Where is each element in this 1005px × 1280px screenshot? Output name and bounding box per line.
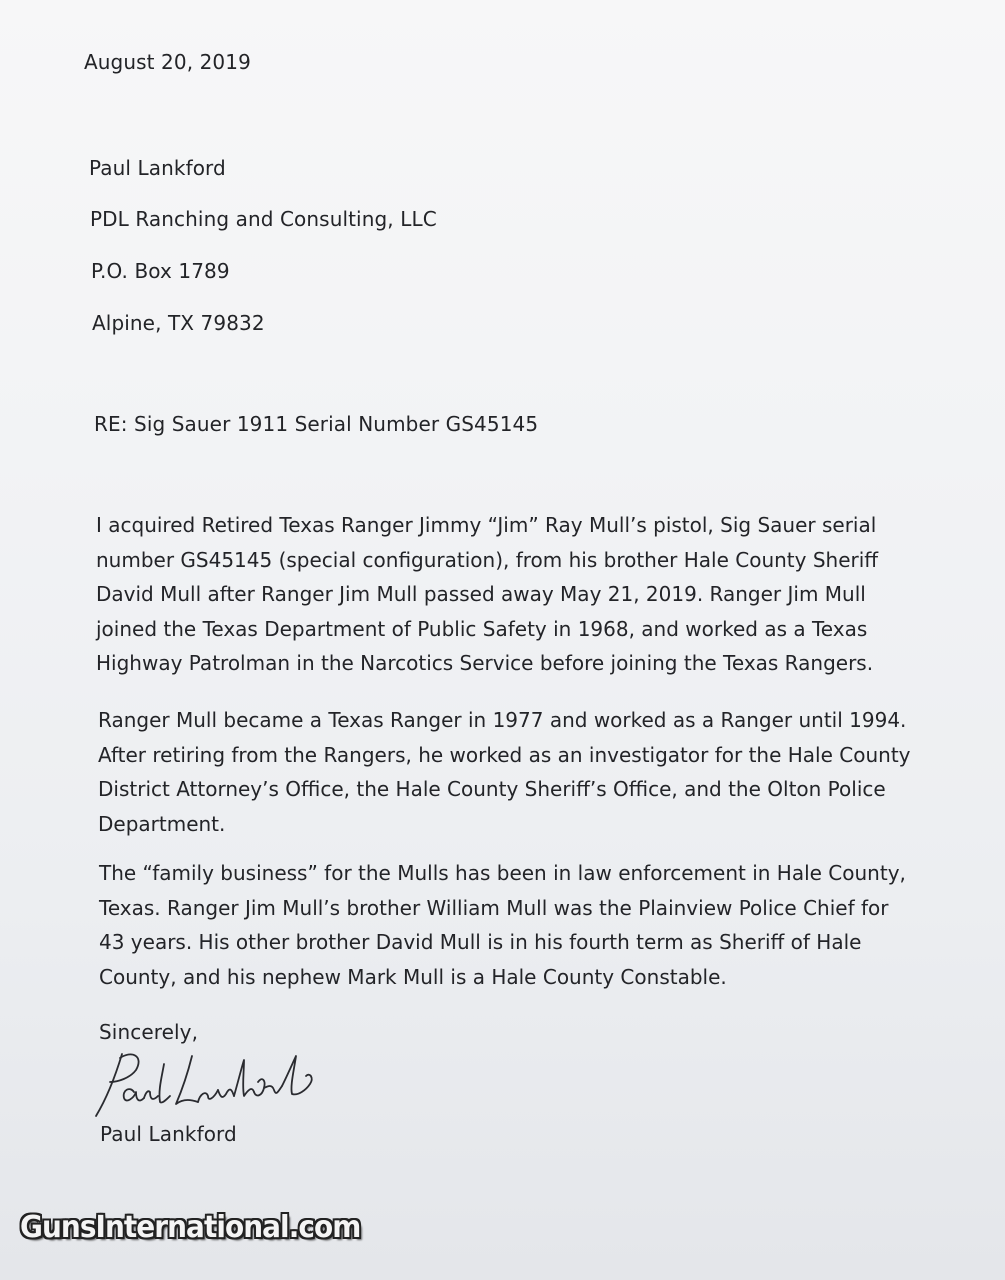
signature-name: Paul Lankford [100,1122,237,1146]
paragraph-line: Ranger Mull became a Texas Ranger in 1977 and worked as a Ranger until 1994. [98,708,907,732]
letter-date: August 20, 2019 [84,50,251,74]
body-paragraph-1 [96,508,926,681]
paragraph-line: Highway Patrolman in the Narcotics Service before joining the Texas Rangers. [96,651,874,675]
body-paragraph-3 [99,856,929,994]
recipient-po-box: P.O. Box 1789 [91,259,230,283]
handwritten-signature [92,1046,332,1121]
paragraph-line: I acquired Retired Texas Ranger Jimmy “Jim” Ray Mull’s pistol, Sig Sauer serial [96,513,877,537]
paragraph-line: After retiring from the Rangers, he worked as an investigator for the Hale County [98,742,911,767]
paragraph-line: District Attorney’s Office, the Hale County Sheriff’s Office, and the Olton Police [98,777,886,801]
body-paragraph-2 [98,703,928,841]
paragraph-line: number GS45145 (special configuration), from his brother Hale County Sheriff [96,547,879,572]
paragraph-line: joined the Texas Department of Public Safety in 1968, and worked as a Texas [96,616,868,641]
subject-line: RE: Sig Sauer 1911 Serial Number GS45145 [94,412,539,436]
site-watermark: GunsInternational.com [20,1210,361,1245]
recipient-name: Paul Lankford [89,156,226,180]
paragraph-line: 43 years. His other brother David Mull is in his fourth term as Sheriff of Hale [99,930,862,954]
paragraph-line: Department. [98,811,226,836]
paragraph-line: The “family business” for the Mulls has been in law enforcement in Hale County, [99,861,906,885]
recipient-company: PDL Ranching and Consulting, LLC [90,207,437,231]
closing: Sincerely, [99,1020,199,1044]
paragraph-line: David Mull after Ranger Jim Mull passed away May 21, 2019. Ranger Jim Mull [96,582,866,606]
paragraph-line: County, and his nephew Mark Mull is a Hale County Constable. [99,964,727,989]
paragraph-line: Texas. Ranger Jim Mull’s brother William Mull was the Plainview Police Chief for [99,895,889,920]
recipient-city-state-zip: Alpine, TX 79832 [92,311,265,335]
